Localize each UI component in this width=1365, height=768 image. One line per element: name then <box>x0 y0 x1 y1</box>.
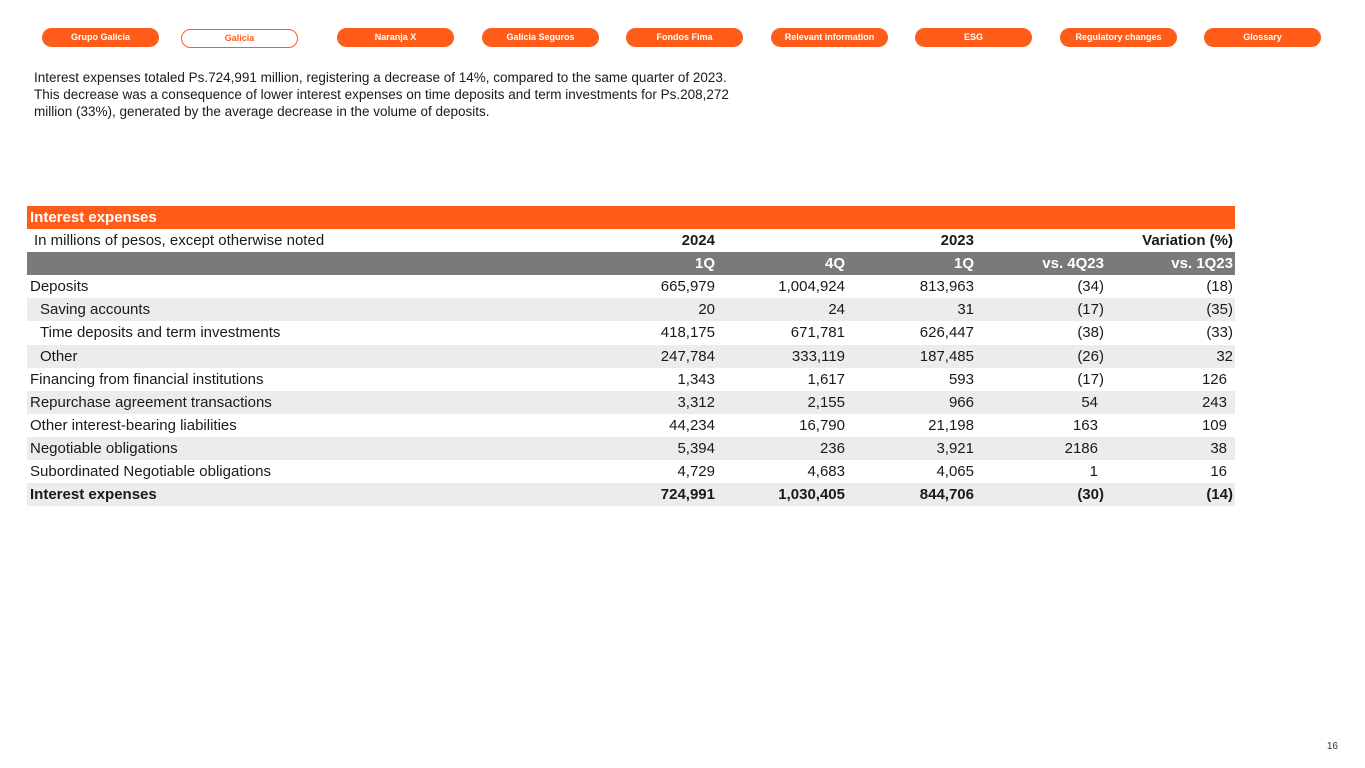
row-value: 24 <box>828 301 845 319</box>
row-value: 126 <box>1201 370 1227 388</box>
row-value: 626,447 <box>919 324 974 342</box>
row-value: 31 <box>957 301 974 319</box>
row-value: 1 <box>1089 463 1098 481</box>
table-row <box>27 414 1235 437</box>
row-value: 333,119 <box>791 347 845 365</box>
row-value: 844,706 <box>919 486 974 504</box>
row-label: Other <box>40 347 78 365</box>
variation-header: Variation (%) <box>1142 232 1233 250</box>
nav-tab-galicia[interactable]: Galicia <box>181 29 298 48</box>
nav-tab-galicia-seguros[interactable]: Galicia Seguros <box>482 28 599 47</box>
row-value: 2,155 <box>807 393 845 411</box>
row-value: 236 <box>819 439 845 457</box>
row-value: (35) <box>1206 301 1233 319</box>
row-value: (14) <box>1206 486 1233 504</box>
table-title-row <box>27 206 1235 229</box>
period-header: 4Q <box>824 255 845 273</box>
row-value: (30) <box>1077 486 1104 504</box>
periods-row <box>27 252 1235 275</box>
table-total-row <box>27 483 1235 506</box>
row-value: 32 <box>1216 347 1233 365</box>
row-value: 418,175 <box>660 324 715 342</box>
table-row <box>27 368 1235 391</box>
row-value: 813,963 <box>919 278 974 296</box>
row-value: 247,784 <box>660 347 715 365</box>
row-label: Subordinated Negotiable obligations <box>30 463 272 481</box>
table-row <box>27 345 1235 368</box>
table-row <box>27 391 1235 414</box>
row-value: 1,004,924 <box>778 278 845 296</box>
period-header: vs. 1Q23 <box>1171 255 1233 273</box>
row-value: 187,485 <box>919 347 974 365</box>
row-value: 2186 <box>1064 439 1098 457</box>
table-header-row <box>27 229 1235 252</box>
row-value: 163 <box>1072 416 1098 434</box>
table-row <box>27 298 1235 321</box>
row-value: 1,030,405 <box>778 486 845 504</box>
period-header: 1Q <box>953 255 974 273</box>
row-label: Time deposits and term investments <box>40 324 281 342</box>
row-value: 16 <box>1210 463 1227 481</box>
row-value: 593 <box>948 370 974 388</box>
year-2024-header: 2024 <box>681 232 715 250</box>
nav-tab-naranja-x[interactable]: Naranja X <box>337 28 454 47</box>
row-value: (26) <box>1077 347 1104 365</box>
row-value: 44,234 <box>669 416 715 434</box>
nav-tab-fondos-fima[interactable]: Fondos Fima <box>626 28 743 47</box>
row-value: (17) <box>1077 370 1104 388</box>
row-value: 21,198 <box>928 416 974 434</box>
table-row <box>27 437 1235 460</box>
page-number: 16 <box>1326 741 1338 752</box>
row-label: Repurchase agreement transactions <box>30 393 272 411</box>
nav-tab-relevant-information[interactable]: Relevant information <box>771 28 888 47</box>
row-value: 20 <box>698 301 715 319</box>
row-value: 1,617 <box>807 370 845 388</box>
row-value: (17) <box>1077 301 1104 319</box>
row-label: Deposits <box>30 278 89 296</box>
row-label: Other interest-bearing liabilities <box>30 416 237 434</box>
period-header: 1Q <box>694 255 715 273</box>
table-row <box>27 460 1235 483</box>
row-label: Financing from financial institutions <box>30 370 264 388</box>
row-value: 4,729 <box>677 463 715 481</box>
row-label: Saving accounts <box>40 301 151 319</box>
row-value: 4,683 <box>807 463 845 481</box>
row-value: (34) <box>1077 278 1104 296</box>
row-value: 16,790 <box>799 416 845 434</box>
nav-tab-esg[interactable]: ESG <box>915 28 1032 47</box>
row-value: 109 <box>1201 416 1227 434</box>
row-value: (38) <box>1077 324 1104 342</box>
row-value: 3,312 <box>677 393 715 411</box>
row-value: 54 <box>1081 393 1098 411</box>
table-row <box>27 275 1235 298</box>
row-value: 243 <box>1201 393 1227 411</box>
period-header: vs. 4Q23 <box>1042 255 1104 273</box>
row-value: 671,781 <box>790 324 845 342</box>
table-row <box>27 321 1235 344</box>
intro-paragraph: Interest expenses totaled Ps.724,991 million, registering a decrease of 14%, compared to the same quarter of 2023. This decrease was a consequence of lower interest expenses on time deposits and term investments for Ps.208,272 million (33%), generated by the average decrease in the volume of deposits. <box>34 70 729 119</box>
table-subtitle: In millions of pesos, except otherwise noted <box>34 232 325 250</box>
year-2023-header: 2023 <box>940 232 974 250</box>
section-nav <box>42 28 1322 47</box>
row-value: 724,991 <box>660 486 715 504</box>
row-value: 966 <box>948 393 974 411</box>
row-value: (33) <box>1206 324 1233 342</box>
row-value: 4,065 <box>936 463 974 481</box>
nav-tab-regulatory-changes[interactable]: Regulatory changes <box>1060 28 1177 47</box>
nav-tab-grupo-galicia[interactable]: Grupo Galicia <box>42 28 159 47</box>
row-value: 5,394 <box>677 439 715 457</box>
nav-tab-glossary[interactable]: Glossary <box>1204 28 1321 47</box>
row-value: 38 <box>1210 439 1227 457</box>
interest-expenses-table <box>27 206 1235 506</box>
row-label: Negotiable obligations <box>30 439 178 457</box>
row-value: (18) <box>1206 278 1233 296</box>
row-value: 665,979 <box>660 278 715 296</box>
table-title: Interest expenses <box>30 209 157 226</box>
row-value: 3,921 <box>936 439 974 457</box>
row-label: Interest expenses <box>30 486 157 504</box>
row-value: 1,343 <box>677 370 715 388</box>
